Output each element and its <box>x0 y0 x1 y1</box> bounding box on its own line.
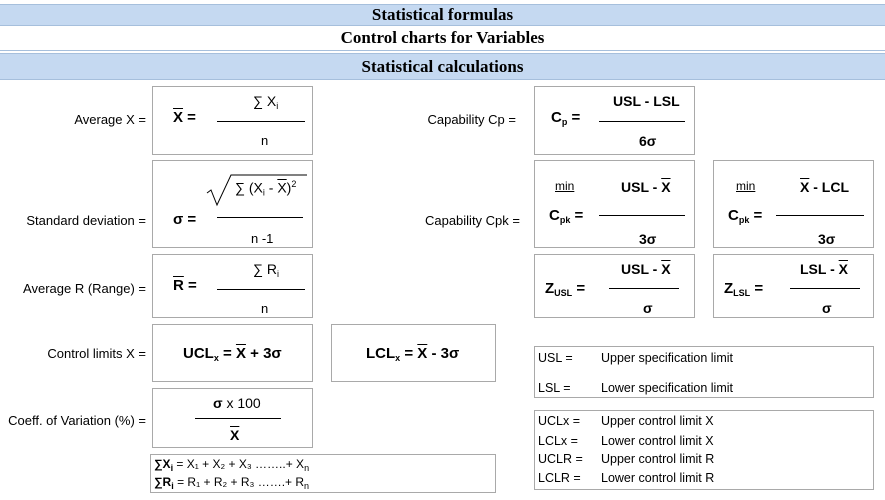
cpk1-num-x: $\overline{X}$ <box>661 179 671 195</box>
fraction-line <box>599 215 685 216</box>
formula-average-r: $\overline{R}$ = ∑ $R_i$ n <box>152 254 313 318</box>
formula-z-lsl <box>713 254 874 318</box>
cpk-min-label: min <box>555 179 575 193</box>
sigma-symbol: σ = <box>173 211 197 228</box>
sum-x-row <box>154 457 309 473</box>
spec-definitions <box>534 346 874 398</box>
cpk2-min-label: min <box>736 179 756 193</box>
cv-numerator <box>213 395 261 411</box>
def-uclr-text: Upper control limit R <box>601 452 715 466</box>
zusl-sub: USL <box>554 288 573 298</box>
ucl-tail: + 3σ <box>245 345 282 362</box>
cpk2-c: C <box>728 207 739 224</box>
page-title: Statistical formulas <box>371 5 514 24</box>
zusl-lhs: $Z_{USL}$ = <box>545 280 586 298</box>
def-lsl-text: Lower specification limit <box>601 381 733 395</box>
cpk1-num-a: USL - <box>621 179 662 195</box>
fraction-line <box>217 217 303 218</box>
zlsl-numerator <box>800 261 848 277</box>
sum-r-expr: = R₁ + R₂ + R₃ …….+ R <box>173 475 305 489</box>
zlsl-sub: LSL <box>733 288 751 298</box>
cp-denominator: 6σ <box>639 133 657 149</box>
fraction-line <box>790 288 860 289</box>
def-lclx-abbr: LCLx = <box>538 434 578 448</box>
def-uclx-abbr: UCLx = <box>538 414 581 428</box>
cp-numerator: USL - LSL <box>613 93 680 109</box>
rbar-num-text: ∑ R <box>253 261 277 277</box>
page-subtitle: Control charts for Variables <box>340 28 545 47</box>
control-definitions <box>534 410 874 490</box>
label-average-x: Average X = <box>74 112 146 127</box>
sum-x-symbol: ∑X <box>154 457 171 471</box>
title-bar <box>0 4 885 26</box>
def-uclr-abbr: UCLR = <box>538 452 583 466</box>
formula-cpk-usl <box>534 160 695 248</box>
cv-denominator: X <box>230 427 240 443</box>
subtitle-bar <box>0 26 885 51</box>
label-capability-cpk: Capability Cpk = <box>424 213 520 228</box>
cpk2-sub: pk <box>738 215 750 225</box>
radicand-power: 2 <box>291 179 297 189</box>
radicand-text: ∑ (X <box>235 179 263 196</box>
cv-sigma: σ <box>213 395 223 411</box>
fraction-line <box>609 288 679 289</box>
def-usl-abbr: USL = <box>538 351 573 365</box>
lcl-xbar: $\overline{X}$ <box>417 345 428 362</box>
zusl-z: Z <box>545 280 555 297</box>
cpk2-num-b: - LCL <box>809 179 849 195</box>
fraction-line <box>599 121 685 122</box>
cp-lhs: $C_p$ = <box>551 109 581 127</box>
ucl-expression: $UCL_x = \overline{X} + 3\sigma$ <box>183 345 282 363</box>
formula-z-usl <box>534 254 695 318</box>
xbar-symbol: $\overline{X}$ <box>173 109 184 126</box>
cpk1-denominator: 3σ <box>639 231 657 247</box>
def-lsl-abbr: LSL = <box>538 381 571 395</box>
cpk-sub: pk <box>559 215 571 225</box>
lcl-expression: $LCL_x = \overline{X} - 3\sigma$ <box>366 345 460 363</box>
xbar-numerator <box>253 93 278 111</box>
lcl-tail: - 3σ <box>427 345 460 362</box>
sum-definitions <box>150 454 496 493</box>
xbar-denominator: n <box>261 133 269 148</box>
sum-r-sub: i <box>171 481 174 491</box>
xbar-num-text: ∑ X <box>253 93 277 109</box>
sum-x-sub: i <box>170 463 174 473</box>
zusl-num-a: USL - <box>621 261 662 277</box>
sum-r-row <box>154 475 309 491</box>
cpk2-denominator: 3σ <box>818 231 836 247</box>
label-capability-cp: Capability Cp = <box>427 112 516 127</box>
cpk-c: C <box>549 207 560 224</box>
cpk2-lhs: $C_{pk}$ = <box>728 207 763 225</box>
label-control-limits: Control limits X = <box>47 346 146 361</box>
radicand-close: ) <box>286 179 292 196</box>
section-title: Statistical calculations <box>361 57 524 76</box>
zusl-numerator <box>621 261 671 277</box>
formula-cpk-lcl <box>713 160 874 248</box>
xbar-num-sub: i <box>276 101 279 111</box>
cp-sub: p <box>561 117 568 127</box>
zlsl-z: Z <box>724 280 734 297</box>
formula-std-dev <box>152 160 313 248</box>
radicand-minus: - <box>264 179 278 196</box>
def-lclr-text: Lower control limit R <box>601 471 715 485</box>
formula-cp <box>534 86 695 155</box>
zusl-num-x: $\overline{X}$ <box>661 261 671 277</box>
cpk2-num-x: $\overline{X}$ <box>800 179 810 195</box>
ucl-sub: x <box>213 353 219 363</box>
rbar-num-sub: i <box>276 269 279 279</box>
zusl-denominator: σ <box>643 300 653 316</box>
section-bar <box>0 53 885 80</box>
cpk-lhs: $C_{pk}$ = <box>549 207 584 225</box>
label-std-dev: Standard deviation = <box>26 213 146 228</box>
zlsl-lhs: $Z_{LSL}$ = <box>724 280 764 298</box>
radicand-sub: i <box>262 187 265 198</box>
formula-lcl <box>331 324 496 382</box>
sum-x-end: n <box>304 463 310 473</box>
formula-ucl <box>152 324 313 382</box>
radicand-xbar: $\overline{X}$ <box>277 179 287 196</box>
cpk1-numerator <box>621 179 671 195</box>
sum-r-symbol: ∑R <box>154 475 172 489</box>
formula-coeff-var <box>152 388 313 448</box>
def-lclx-text: Lower control limit X <box>601 434 714 448</box>
zlsl-num-a: LSL - <box>800 261 839 277</box>
def-uclx-text: Upper control limit X <box>601 414 714 428</box>
zlsl-num-x: $\overline{X}$ <box>838 261 848 277</box>
zlsl-denominator: σ <box>822 300 832 316</box>
cpk2-numerator <box>800 179 849 195</box>
rbar-symbol: $\overline{R}$ <box>173 277 184 294</box>
sum-r-end: n <box>304 481 310 491</box>
lcl-text: LCL <box>366 345 396 362</box>
sum-x-expr: = X₁ + X₂ + X₃ ……..+ X <box>173 457 305 471</box>
def-lclr-abbr: LCLR = <box>538 471 581 485</box>
formula-average-x: $\overline{X}$ = ∑ $X_i$ n <box>152 86 313 155</box>
ucl-text: UCL <box>183 345 214 362</box>
cv-tail: x 100 <box>222 395 261 411</box>
sigma-denominator: n -1 <box>251 231 274 246</box>
rbar-numerator <box>253 261 279 279</box>
label-coeff-var: Coeff. of Variation (%) = <box>8 413 146 428</box>
fraction-line <box>217 289 305 290</box>
fraction-line <box>195 418 281 419</box>
rbar-denominator: n <box>261 301 269 316</box>
fraction-line <box>776 215 864 216</box>
def-usl-text: Upper specification limit <box>601 351 733 365</box>
lcl-sub: x <box>395 353 401 363</box>
label-average-r: Average R (Range) = <box>23 281 146 296</box>
sigma-radicand <box>235 179 296 198</box>
cp-c: C <box>551 109 562 126</box>
ucl-xbar: $\overline{X}$ <box>235 345 246 362</box>
fraction-line <box>217 121 305 122</box>
